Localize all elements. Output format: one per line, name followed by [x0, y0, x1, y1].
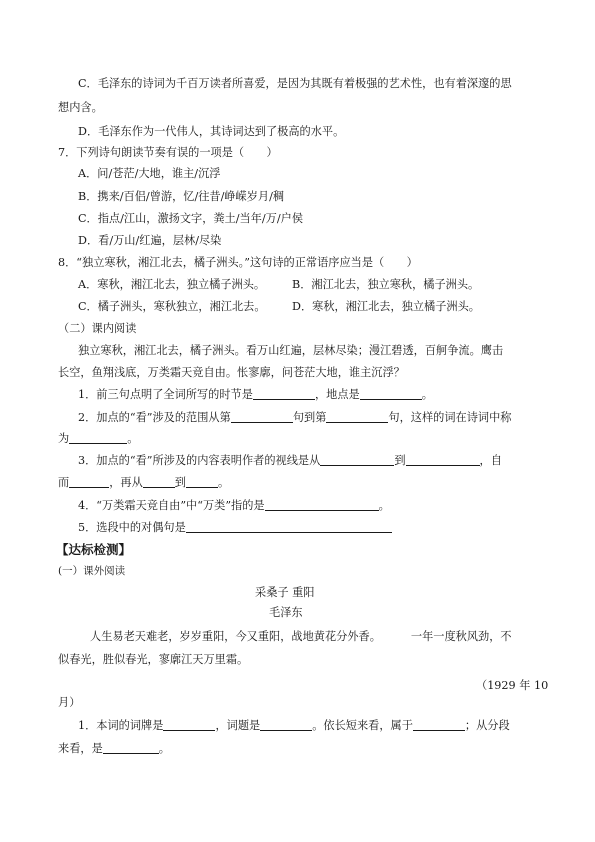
- poem-author: 毛泽东: [269, 606, 303, 619]
- s2-q3: 3．加点的“看”所涉及的内容表明作者的视线是从 到 ，自: [78, 454, 502, 467]
- q7-stem: 7．下列诗句朗读节奏有误的一项是（ ）: [58, 146, 278, 159]
- answer-blank[interactable]: [69, 431, 127, 444]
- s2-q4: 4．“万类霜天竞自由”中“万类”指的是 。: [78, 499, 390, 512]
- q7-option-c: C．指点/江山，激扬文字，粪土/当年/万/户侯: [78, 212, 304, 225]
- poem-date: （1929 年 10: [476, 679, 549, 692]
- s2-q1: 1．前三句点明了全词所写的时节是 ，地点是 。: [78, 388, 433, 401]
- answer-blank[interactable]: [360, 387, 422, 400]
- answer-blank[interactable]: [406, 453, 480, 466]
- answer-blank[interactable]: [265, 498, 379, 511]
- passage-line1: 独立寒秋，湘江北去，橘子洲头。看万山红遍，层林尽染；漫江碧透，百舸争流。鹰击: [78, 344, 504, 357]
- q7-option-d: D．看/万山/红遍，层林/尽染: [78, 234, 222, 247]
- s2-q2-cont: 为 。: [58, 432, 139, 445]
- option-c-line2: 想内含。: [58, 101, 103, 114]
- answer-blank[interactable]: [186, 520, 392, 533]
- answer-blank[interactable]: [320, 453, 394, 466]
- q7-option-a: A．问/苍茫/大地，谁主/沉浮: [78, 167, 221, 180]
- poem-date-cont: 月）: [58, 696, 81, 709]
- dabiao-q1: 1．本词的词牌是 ，词题是 。依长短来看，属于 ；从分段: [78, 719, 510, 732]
- poem-line1: 人生易老天难老，岁岁重阳，今又重阳，战地黄花分外香。 一年一度秋风劲，不: [90, 630, 512, 643]
- answer-blank[interactable]: [186, 475, 218, 488]
- dabiao-subheading: (一）课外阅读: [58, 565, 126, 577]
- q8-option-c: C．橘子洲头，寒秋独立，湘江北去。: [78, 300, 266, 313]
- q8-stem: 8．“独立寒秋，湘江北去，橘子洲头。”这句诗的正常语序应当是（ ）: [58, 256, 418, 269]
- answer-blank[interactable]: [231, 410, 293, 423]
- answer-blank[interactable]: [143, 475, 175, 488]
- section-title-dabiao: 【达标检测】: [56, 542, 132, 557]
- answer-blank[interactable]: [163, 718, 215, 731]
- s2-q2: 2．加点的“看”涉及的范围从第 句到第 句，这样的词在诗词中称: [78, 411, 512, 424]
- poem-title: 采桑子 重阳: [255, 586, 315, 599]
- s2-q5: 5．选段中的对偶句是: [78, 520, 392, 536]
- q8-option-a: A．寒秋，湘江北去，独立橘子洲头。: [78, 278, 266, 291]
- answer-blank[interactable]: [69, 475, 109, 488]
- answer-blank[interactable]: [103, 741, 159, 754]
- section2-heading: （二）课内阅读: [58, 322, 137, 335]
- dabiao-q1-cont: 来看，是 。: [58, 742, 170, 755]
- option-c-line1: C．毛泽东的诗词为千百万读者所喜爱，是因为其既有着极强的艺术性，也有着深邃的思: [78, 77, 512, 90]
- answer-blank[interactable]: [260, 718, 312, 731]
- q8-option-d: D．寒秋，湘江北去，独立橘子洲头。: [292, 300, 480, 313]
- q8-option-b: B．湘江北去，独立寒秋，橘子洲头。: [292, 278, 480, 291]
- q7-option-b: B．携来/百侣/曾游，忆/往昔/峥嵘岁月/稠: [78, 190, 285, 203]
- passage-line2: 长空，鱼翔浅底，万类霜天竞自由。怅寥廓，问苍茫大地，谁主沉浮？: [58, 366, 405, 379]
- option-d: D．毛泽东作为一代伟人，其诗词达到了极高的水平。: [78, 125, 345, 138]
- poem-line2: 似春光，胜似春光，寥廓江天万里霜。: [58, 653, 249, 666]
- answer-blank[interactable]: [326, 410, 388, 423]
- s2-q3-cont: 而 ，再从 到 。: [58, 476, 230, 489]
- answer-blank[interactable]: [413, 718, 465, 731]
- answer-blank[interactable]: [253, 387, 315, 400]
